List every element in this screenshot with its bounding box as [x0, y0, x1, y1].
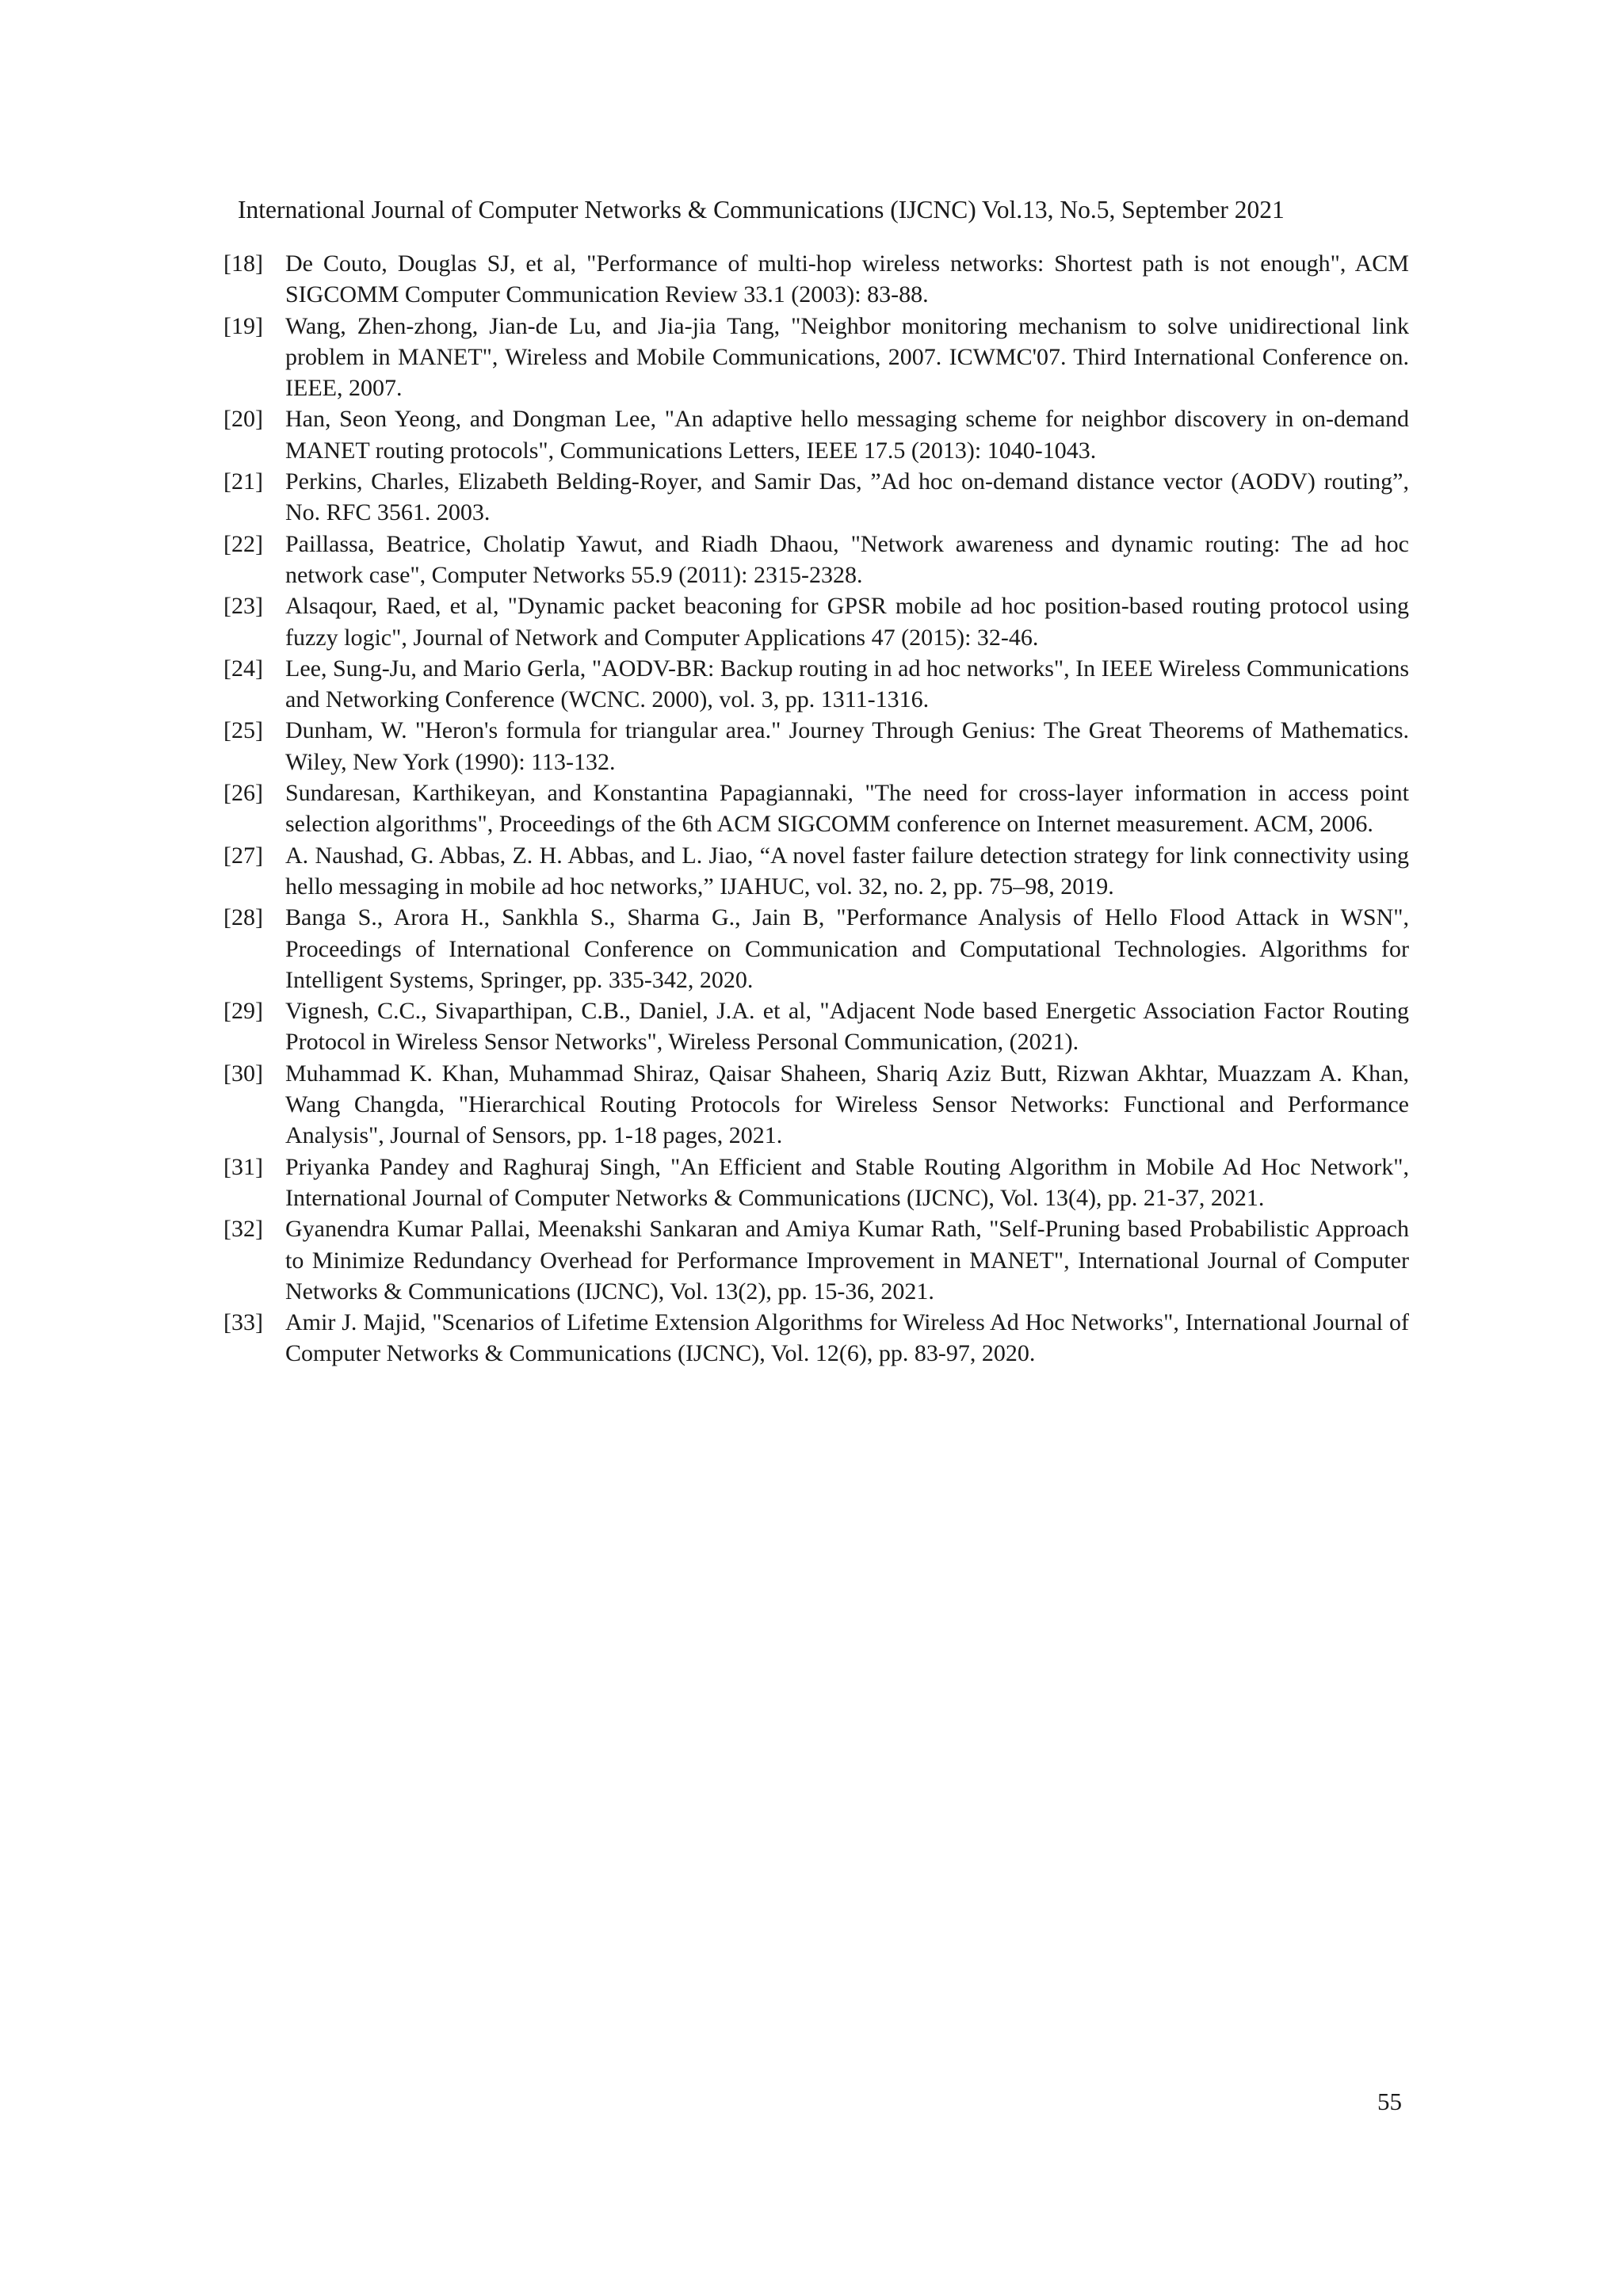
reference-number: [28] [223, 904, 263, 931]
page-number: 55 [1377, 2088, 1402, 2115]
reference-text: Lee, Sung-Ju, and Mario Gerla, "AODV-BR: Backup routing in ad hoc networks", In IEEE Wireless Communications and Networking Conference (WCNC. 2000), vol. 3, pp. 1311-1316. [285, 655, 1409, 713]
reference-text: Han, Seon Yeong, and Dongman Lee, "An adaptive hello messaging scheme for neighbor discovery in on-demand MANET routing protocols", Communications Letters, IEEE 17.5 (2013): 1040-1043. [285, 406, 1409, 464]
reference-number: [23] [223, 593, 263, 620]
reference-item [223, 403, 1409, 466]
reference-item [223, 653, 1409, 716]
reference-list [223, 248, 1409, 1370]
reference-number: [20] [223, 406, 263, 433]
reference-number: [24] [223, 655, 263, 682]
reference-number: [18] [223, 250, 263, 277]
reference-item [223, 1307, 1409, 1370]
reference-text: Banga S., Arora H., Sankhla S., Sharma G., Jain B, "Performance Analysis of Hello Flood Attack in WSN", Proceedings of International Conference on Communication and Computational Technologies. Algorithms for Intelligent Systems, Springer, pp. 335-342, 2020. [285, 904, 1409, 993]
reference-item [223, 529, 1409, 591]
reference-text: Dunham, W. "Heron's formula for triangular area." Journey Through Genius: The Great Theorems of Mathematics. Wiley, New York (1990): 113-132. [285, 717, 1409, 775]
reference-text: A. Naushad, G. Abbas, Z. H. Abbas, and L. Jiao, “A novel faster failure detection strategy for link connectivity using hello messaging in mobile ad hoc networks,” IJAHUC, vol. 32, no. 2, pp. 75–98, 2019. [285, 842, 1409, 900]
reference-number: [31] [223, 1153, 263, 1180]
reference-text: Amir J. Majid, "Scenarios of Lifetime Extension Algorithms for Wireless Ad Hoc Networks", International Journal of Computer Networks & Communications (IJCNC), Vol. 12(6), pp. 83-97, 2020. [285, 1309, 1409, 1367]
reference-item [223, 715, 1409, 777]
reference-item [223, 902, 1409, 995]
reference-text: Paillassa, Beatrice, Cholatip Yawut, and Riadh Dhaou, "Network awareness and dynamic routing: The ad hoc network case", Computer Networks 55.9 (2011): 2315-2328. [285, 530, 1409, 588]
reference-text: Muhammad K. Khan, Muhammad Shiraz, Qaisar Shaheen, Shariq Aziz Butt, Rizwan Akhtar, Muazzam A. Khan, Wang Changda, "Hierarchical Routing Protocols for Wireless Sensor Networks: Functional and Performance Analysis", Journal of Sensors, pp. 1-18 pages, 2021. [285, 1060, 1409, 1149]
reference-number: [22] [223, 530, 263, 557]
reference-number: [19] [223, 312, 263, 339]
reference-number: [33] [223, 1309, 263, 1336]
reference-number: [21] [223, 468, 263, 495]
reference-text: Sundaresan, Karthikeyan, and Konstantina Papagiannaki, "The need for cross-layer information in access point selection algorithms", Proceedings of the 6th ACM SIGCOMM conference on Internet measurement. ACM, 2006. [285, 780, 1409, 838]
reference-text: Wang, Zhen-zhong, Jian-de Lu, and Jia-jia Tang, "Neighbor monitoring mechanism to solve unidirectional link problem in MANET", Wireless and Mobile Communications, 2007. ICWMC'07. Third International Conference on. IEEE, 2007. [285, 312, 1409, 402]
running-header: International Journal of Computer Networks & Communications (IJCNC) Vol.13, No.5, September 2021 [238, 196, 1285, 223]
reference-number: [27] [223, 842, 263, 869]
reference-item [223, 1213, 1409, 1307]
reference-text: Gyanendra Kumar Pallai, Meenakshi Sankaran and Amiya Kumar Rath, "Self-Pruning based Probabilistic Approach to Minimize Redundancy Overhead for Performance Improvement in MANET", International Journal of Computer Networks & Communications (IJCNC), Vol. 13(2), pp. 15-36, 2021. [285, 1216, 1409, 1305]
reference-item [223, 311, 1409, 404]
reference-text: Perkins, Charles, Elizabeth Belding-Royer, and Samir Das, ”Ad hoc on-demand distance vector (AODV) routing”, No. RFC 3561. 2003. [285, 468, 1409, 526]
reference-number: [32] [223, 1216, 263, 1243]
reference-number: [30] [223, 1060, 263, 1087]
reference-item [223, 995, 1409, 1058]
reference-item [223, 777, 1409, 840]
reference-item [223, 248, 1409, 311]
reference-item [223, 590, 1409, 653]
reference-number: [29] [223, 998, 263, 1025]
reference-item [223, 466, 1409, 529]
reference-item [223, 1058, 1409, 1152]
reference-item [223, 1152, 1409, 1214]
reference-text: Priyanka Pandey and Raghuraj Singh, "An Efficient and Stable Routing Algorithm in Mobile Ad Hoc Network", International Journal of Computer Networks & Communications (IJCNC), Vol. 13(4), pp. 21-37, 2021. [285, 1153, 1409, 1211]
reference-text: De Couto, Douglas SJ, et al, "Performance of multi-hop wireless networks: Shortest path is not enough", ACM SIGCOMM Computer Communication Review 33.1 (2003): 83-88. [285, 250, 1409, 308]
reference-number: [26] [223, 780, 263, 807]
reference-number: [25] [223, 717, 263, 744]
reference-item [223, 840, 1409, 903]
reference-text: Alsaqour, Raed, et al, "Dynamic packet beaconing for GPSR mobile ad hoc position-based routing protocol using fuzzy logic", Journal of Network and Computer Applications 47 (2015): 32-46. [285, 593, 1409, 651]
reference-text: Vignesh, C.C., Sivaparthipan, C.B., Daniel, J.A. et al, "Adjacent Node based Energetic Association Factor Routing Protocol in Wireless Sensor Networks", Wireless Personal Communication, (2021). [285, 998, 1409, 1056]
